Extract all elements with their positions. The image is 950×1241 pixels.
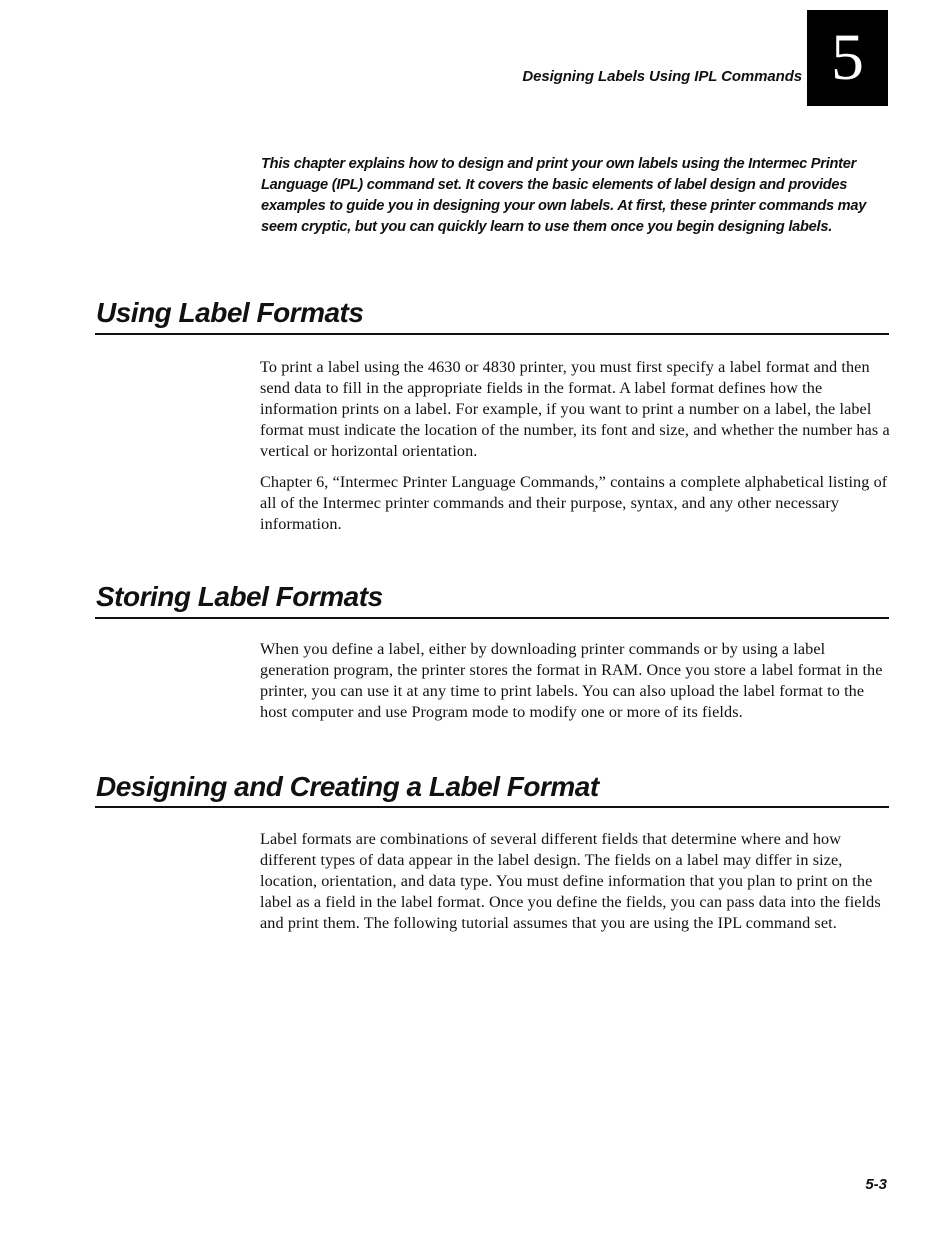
- paragraph: When you define a label, either by downloading printer commands or by using a label generation program, the printer stores the format in RAM. Once you store a label format in the printer, you can use it at any time to print labels. You can also upload the label format to the host computer and use Program mode to modify one or more of its fields.: [260, 640, 883, 721]
- section-heading-storing-label-formats: Storing Label Formats: [96, 581, 383, 612]
- section-rule: [95, 617, 889, 619]
- section-body-using-label-formats: [260, 357, 890, 545]
- section-heading-designing-label-format: Designing and Creating a Label Format: [96, 771, 599, 802]
- section-body-storing-label-formats: [260, 639, 890, 733]
- chapter-intro: This chapter explains how to design and print your own labels using the Intermec Printer Language (IPL) command set. It covers the basic elements of label design and provides examples to guide you in designing your own labels. At first, these printer commands may seem cryptic, but you can quickly learn to use them once you begin designing labels.: [261, 156, 867, 235]
- paragraph: To print a label using the 4630 or 4830 printer, you must first specify a label format and then send data to fill in the appropriate fields in the format. A label format defines how the information prints on a label. For example, if you want to print a number on a label, the label format must indicate the location of the number, its font and size, and whether the number has a vertical or horizontal orientation.: [260, 358, 890, 460]
- section-rule: [95, 806, 889, 808]
- section-heading-using-label-formats: Using Label Formats: [96, 297, 364, 328]
- running-header-title: Designing Labels Using IPL Commands: [522, 68, 802, 85]
- chapter-number-tab: 5: [807, 10, 888, 106]
- page-number: 5-3: [865, 1176, 887, 1193]
- section-rule: [95, 333, 889, 335]
- section-body-designing-label-format: [260, 829, 890, 944]
- paragraph: Chapter 6, “Intermec Printer Language Commands,” contains a complete alphabetical listing of all of the Intermec printer commands and their purpose, syntax, and any other necessary information.: [260, 473, 888, 533]
- paragraph: Label formats are combinations of several different fields that determine where and how different types of data appear in the label design. The fields on a label may differ in size, location, orientation, and data type. You must define information that you plan to print on the label as a field in the label format. Once you define the fields, you can pass data into the fields and print them. The following tutorial assumes that you are using the IPL command set.: [260, 830, 881, 932]
